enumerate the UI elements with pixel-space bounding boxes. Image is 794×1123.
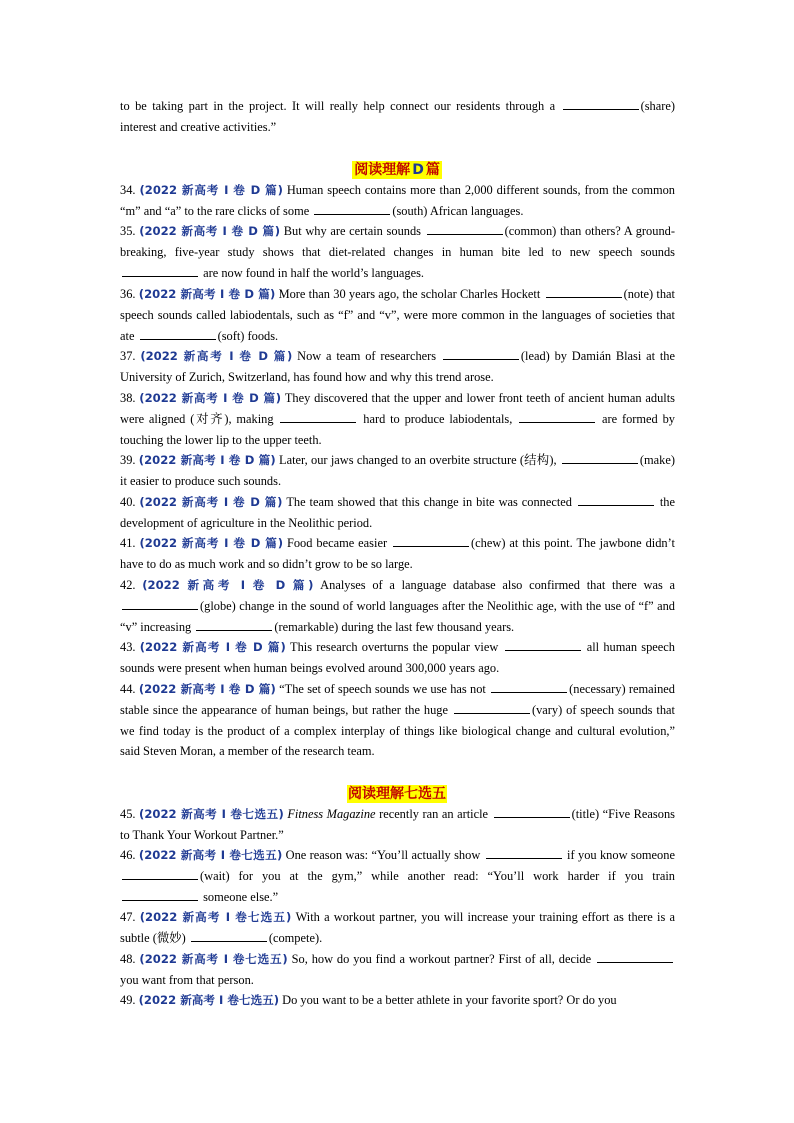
question-source: (2022 新高考 I 卷 D 篇) (138, 287, 276, 301)
question-41: 41. (2022 新高考 I 卷 D 篇) Food became easier (chew) at this point. The jawbone didn’t have to do as much work and so didn’t grow to be so large. (120, 536, 675, 571)
answer-blank[interactable] (519, 410, 595, 423)
question-source: (2022 新高考 I 卷七选五) (138, 848, 283, 862)
answer-blank[interactable] (486, 846, 562, 859)
answer-blank[interactable] (314, 202, 390, 215)
answer-blank[interactable] (443, 347, 519, 360)
answer-blank[interactable] (191, 929, 267, 942)
answer-blank[interactable] (562, 451, 638, 464)
question-source: (2022 新高考 I 卷 D 篇) (139, 495, 283, 509)
question-source: (2022 新高考 I 卷七选五) (139, 952, 288, 966)
magazine-title: Fitness Magazine (287, 807, 376, 821)
question-42: 42. (2022 新高考 I 卷 D 篇) Analyses of a language database also confirmed that there was a (globe) change in the sound of world languages after the Neolithic age, with the use of “f” and “v” increasing (remarkable) during the last few thousand years. (120, 578, 675, 634)
answer-blank[interactable] (393, 534, 469, 547)
intro-line-2: (share) interest and creative activities.” (120, 99, 675, 134)
answer-blank[interactable] (597, 950, 673, 963)
answer-blank[interactable] (122, 597, 198, 610)
question-source: (2022 新高考 I 卷 D 篇) (139, 640, 286, 654)
question-48: 48. (2022 新高考 I 卷七选五) So, how do you find a workout partner? First of all, decide you want from that person. (120, 949, 675, 991)
question-source: (2022 新高考 I 卷七选五) (139, 910, 292, 924)
answer-blank[interactable] (546, 285, 622, 298)
intro-line-1: to be taking part in the project. It will really help connect our residents through a (120, 99, 556, 113)
question-source: (2022 新高考 I 卷 D 篇) (138, 682, 276, 696)
question-34: 34. (2022 新高考 I 卷 D 篇) Human speech contains more than 2,000 different sounds, from the common “m” and “a” to the rare clicks of some (south) African languages. (120, 183, 675, 218)
question-46: 46. (2022 新高考 I 卷七选五) One reason was: “You’ll actually show if you know someone (wait) for you at the gym,” while another read: “You’ll work harder if you train someone else.” (120, 848, 675, 904)
answer-blank[interactable] (494, 805, 570, 818)
answer-blank[interactable] (280, 410, 356, 423)
question-40: 40. (2022 新高考 I 卷 D 篇) The team showed that this change in bite was connected the development of agriculture in the Neolithic period. (120, 495, 675, 530)
question-source: (2022 新高考 I 卷 D 篇) (138, 453, 276, 467)
question-35: 35. (2022 新高考 I 卷 D 篇) But why are certain sounds (common) than others? A ground-breaking, five-year study shows that diet-related changes in human bite led to new speech sounds are now found in half the world’s languages. (120, 224, 675, 280)
answer-blank[interactable] (505, 638, 581, 651)
answer-blank[interactable] (196, 618, 272, 631)
answer-blank[interactable] (140, 327, 216, 340)
question-source: (2022 新高考 I 卷 D 篇) (140, 349, 293, 363)
answer-blank[interactable] (122, 867, 198, 880)
question-source: (2022 新高考 I 卷 D 篇) (139, 224, 281, 238)
question-49: 49. (2022 新高考 I 卷七选五) Do you want to be a better athlete in your favorite sport? Or do you (120, 993, 617, 1007)
question-38: 38. (2022 新高考 I 卷 D 篇) They discovered that the upper and lower front teeth of ancient human adults were aligned (对齐), making hard to produce labiodentals, are formed by touching the lower lip to the upper teeth. (120, 391, 675, 447)
question-source: (2022 新高考 I 卷七选五) (139, 807, 284, 821)
answer-blank[interactable] (578, 493, 654, 506)
question-45: 45. (2022 新高考 I 卷七选五) Fitness Magazine recently ran an article (title) “Five Reasons to Thank Your Workout Partner.” (120, 807, 675, 842)
question-39: 39. (2022 新高考 I 卷 D 篇) Later, our jaws changed to an overbite structure (结构), (make) it easier to produce such sounds. (120, 453, 675, 488)
question-source: (2022 新高考 I 卷 D 篇) (142, 578, 314, 592)
question-source: (2022 新高考 I 卷七选五) (138, 993, 280, 1007)
answer-blank[interactable] (122, 264, 198, 277)
question-36: 36. (2022 新高考 I 卷 D 篇) More than 30 years ago, the scholar Charles Hockett (note) that speech sounds called labiodentals, such as “f” and “v”, were more common in the languages of societies that ate (soft) foods. (120, 287, 675, 343)
answer-blank[interactable] (491, 680, 567, 693)
question-source: (2022 新高考 I 卷 D 篇) (139, 536, 283, 550)
question-37: 37. (2022 新高考 I 卷 D 篇) Now a team of researchers (lead) by Damián Blasi at the University of Zurich, Switzerland, has found how and why this trend arose. (120, 349, 675, 384)
answer-blank[interactable] (563, 97, 639, 110)
question-43: 43. (2022 新高考 I 卷 D 篇) This research overturns the popular view all human speech sounds were present when human beings evolved around 300,000 years ago. (120, 640, 675, 675)
question-44: 44. (2022 新高考 I 卷 D 篇) “The set of speech sounds we use has not (necessary) remained stable since the appearance of human beings, but rather the huge (vary) of speech sounds that we find today is the product of a complex interplay of things like biological change and cultural evolution,” said Steven Moran, a member of the research team. (120, 682, 675, 759)
answer-blank[interactable] (454, 701, 530, 714)
answer-blank[interactable] (122, 888, 198, 901)
section-heading-d: 阅读理解 D 篇 (354, 162, 440, 178)
question-source: (2022 新高考 I 卷 D 篇) (139, 391, 282, 405)
question-47: 47. (2022 新高考 I 卷七选五) With a workout partner, you will increase your training effort as there is a subtle (微妙) (compete). (120, 910, 675, 945)
section-heading-seven-choose-five: 阅读理解七选五 (348, 786, 446, 802)
question-source: (2022 新高考 I 卷 D 篇) (139, 183, 283, 197)
intro-paragraph (120, 96, 675, 138)
answer-blank[interactable] (427, 222, 503, 235)
